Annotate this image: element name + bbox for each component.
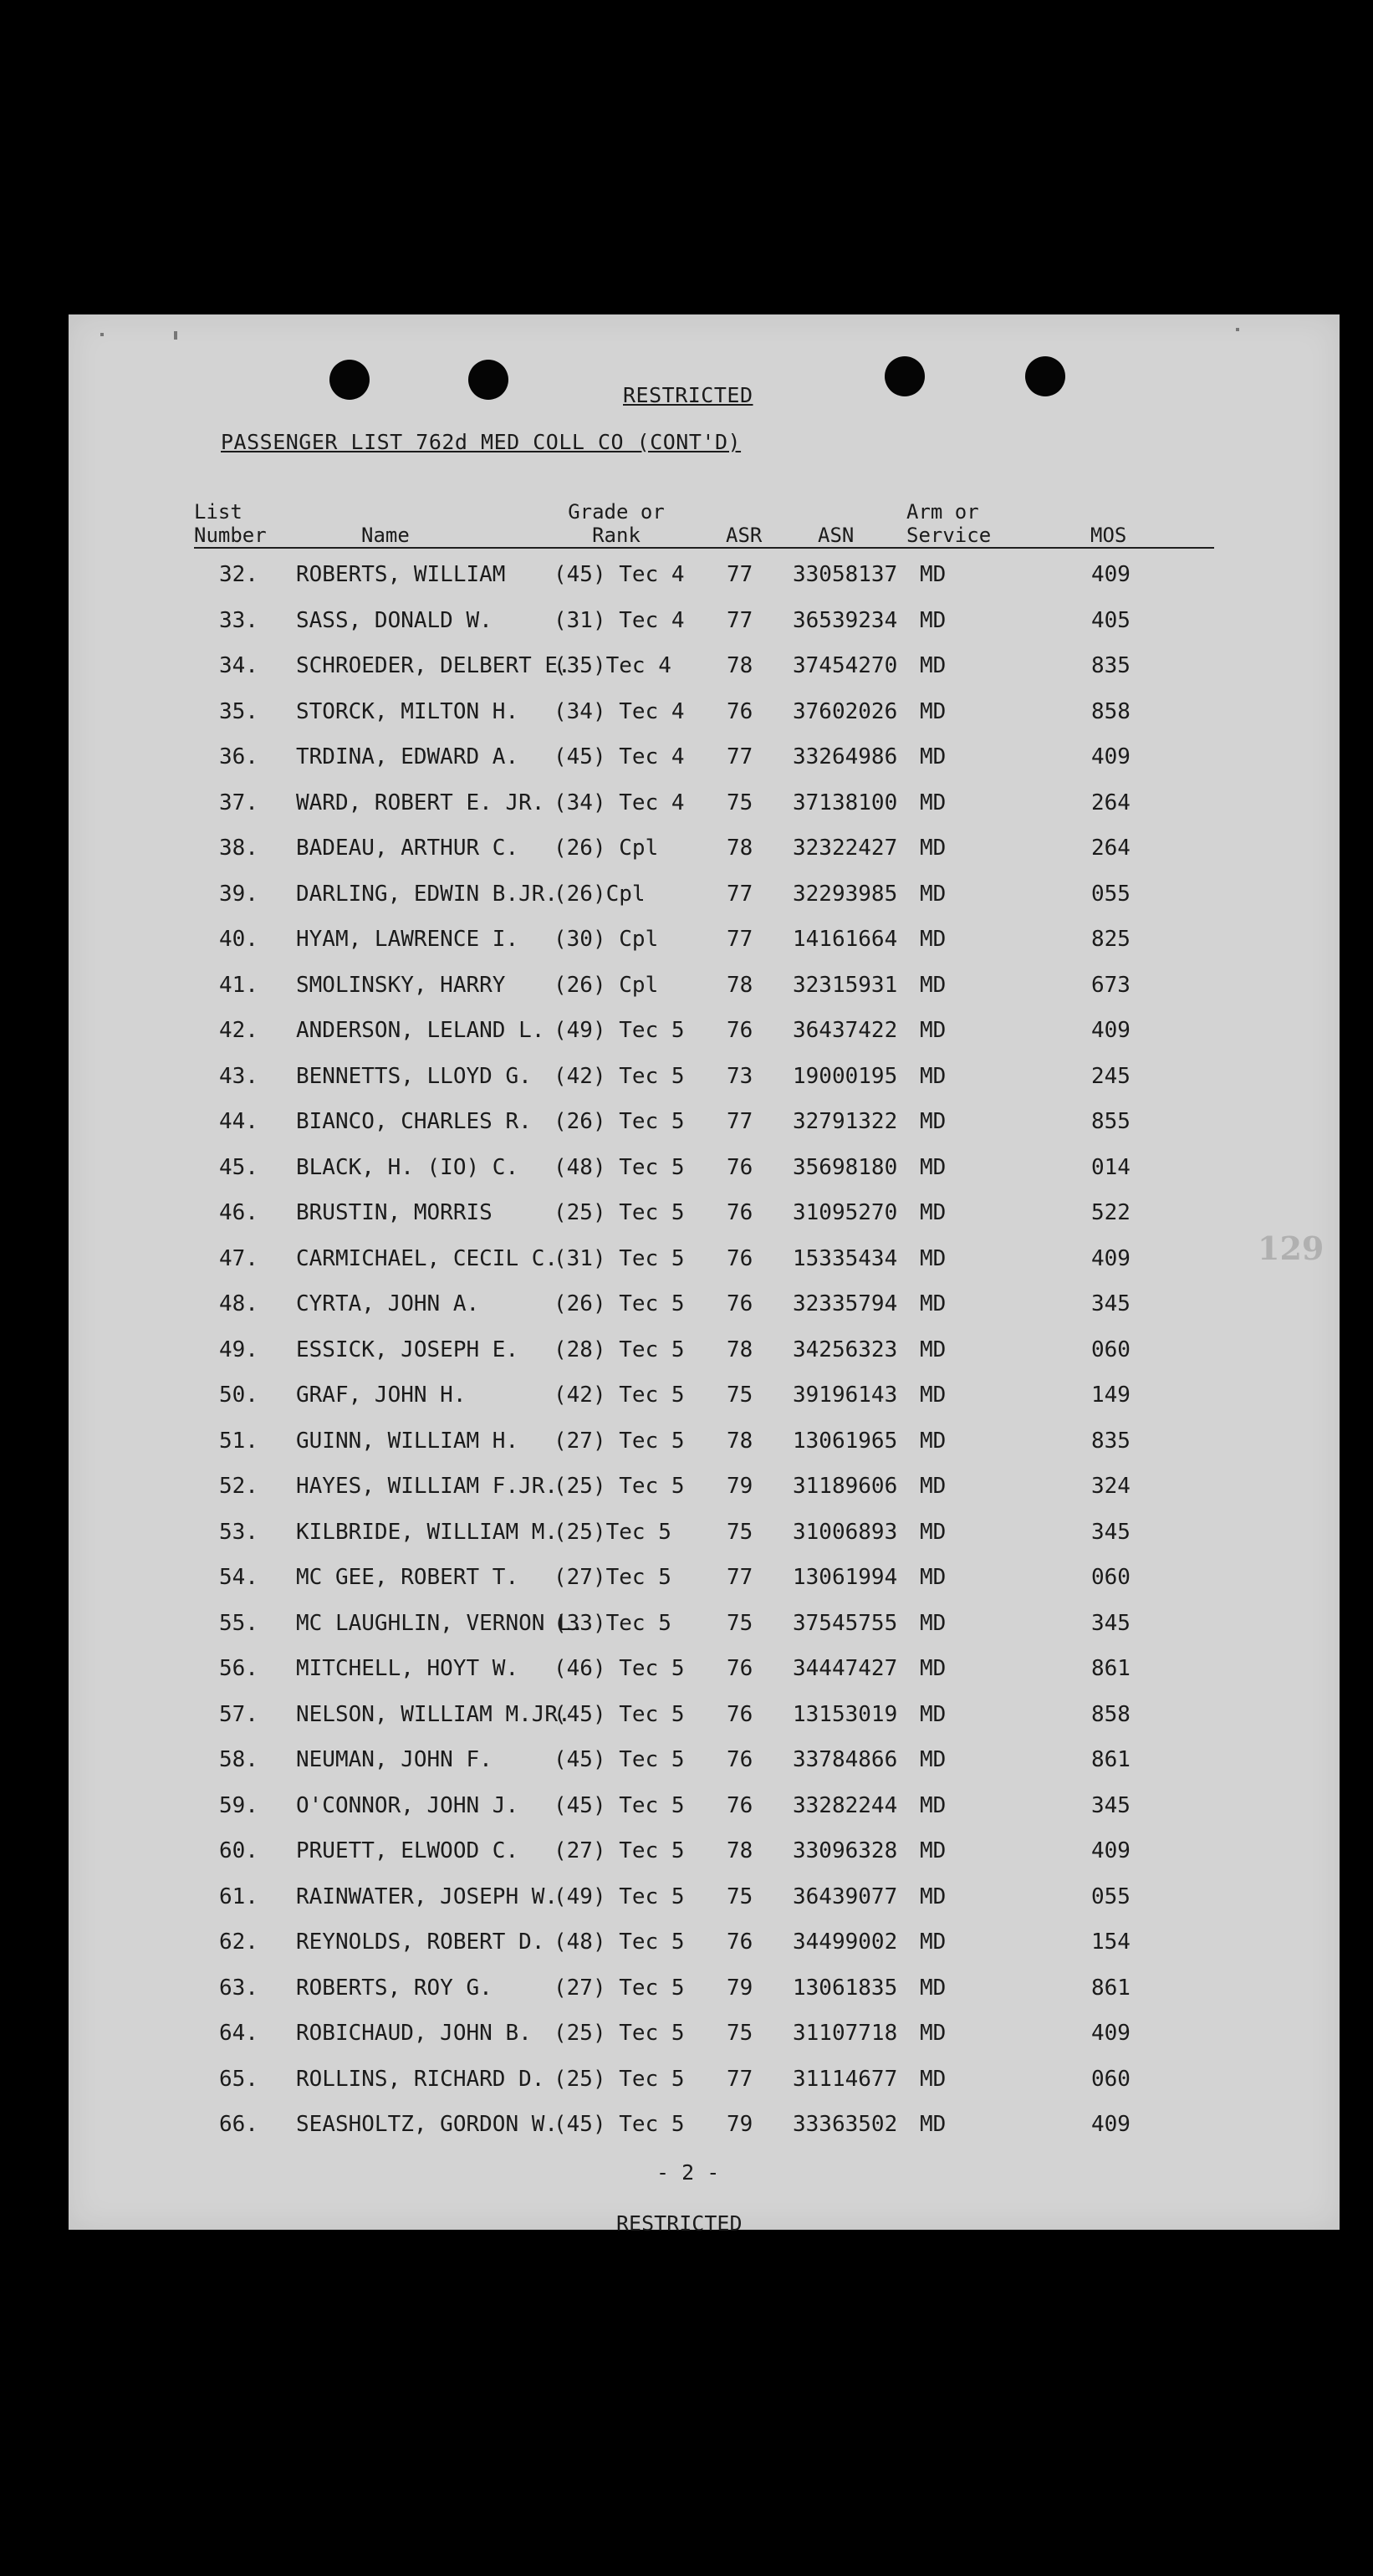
cell-asr: 76 [727, 1929, 753, 1955]
cell-asr: 78 [727, 1337, 753, 1362]
cell-arm: MD [920, 1154, 947, 1180]
cell-grade: (45) Tec 5 [554, 1701, 685, 1727]
cell-asr: 77 [727, 744, 753, 769]
punch-hole [329, 360, 370, 400]
cell-num: 40. [219, 927, 258, 952]
cell-num: 53. [219, 1519, 258, 1545]
cell-grade: (26)Cpl [554, 881, 646, 907]
cell-mos: 673 [1091, 972, 1131, 998]
cell-mos: 861 [1091, 1747, 1131, 1772]
table-row [69, 1064, 1340, 1110]
cell-num: 46. [219, 1200, 258, 1225]
table-row [69, 653, 1340, 699]
cell-asn: 37138100 [793, 790, 898, 815]
cell-asr: 79 [727, 1975, 753, 2001]
cell-asn: 13153019 [793, 1701, 898, 1727]
cell-arm: MD [920, 1063, 947, 1089]
cell-grade: (28) Tec 5 [554, 1337, 685, 1362]
cell-asr: 78 [727, 836, 753, 861]
cell-mos: 345 [1091, 1291, 1131, 1316]
table-row [69, 1429, 1340, 1475]
cell-asn: 31095270 [793, 1200, 898, 1225]
table-row [69, 562, 1340, 608]
cell-grade: (25) Tec 5 [554, 1200, 685, 1225]
punch-hole [468, 360, 508, 400]
cell-name: CARMICHAEL, CECIL C. [296, 1245, 559, 1271]
column-header-list-number: List Number [194, 500, 267, 547]
cell-mos: 409 [1091, 1838, 1131, 1863]
cell-arm: MD [920, 1519, 947, 1545]
cell-asr: 78 [727, 653, 753, 678]
cell-arm: MD [920, 1474, 947, 1499]
cell-grade: (49) Tec 5 [554, 1883, 685, 1909]
cell-num: 41. [219, 972, 258, 998]
cell-asn: 31189606 [793, 1474, 898, 1499]
cell-name: MC LAUGHLIN, VERNON L. [296, 1610, 584, 1636]
cell-arm: MD [920, 1701, 947, 1727]
cell-mos: 861 [1091, 1975, 1131, 2001]
cell-name: ANDERSON, LELAND L. [296, 1018, 545, 1043]
cell-grade: (42) Tec 5 [554, 1063, 685, 1089]
table-row [69, 1929, 1340, 1975]
cell-name: GUINN, WILLIAM H. [296, 1428, 519, 1454]
cell-num: 32. [219, 562, 258, 587]
cell-arm: MD [920, 1565, 947, 1590]
cell-arm: MD [920, 653, 947, 678]
page-title: PASSENGER LIST 762d MED COLL CO (CONT'D) [221, 430, 742, 454]
cell-mos: 835 [1091, 653, 1131, 678]
cell-asr: 76 [727, 1245, 753, 1271]
cell-grade: (27) Tec 5 [554, 1838, 685, 1863]
table-row [69, 927, 1340, 973]
cell-name: NELSON, WILLIAM M.JR. [296, 1701, 571, 1727]
cell-name: BLACK, H. (IO) C. [296, 1154, 519, 1180]
cell-mos: 825 [1091, 927, 1131, 952]
cell-mos: 405 [1091, 607, 1131, 633]
cell-mos: 345 [1091, 1519, 1131, 1545]
cell-name: BENNETTS, LLOYD G. [296, 1063, 532, 1089]
cell-name: TRDINA, EDWARD A. [296, 744, 519, 769]
cell-asn: 36439077 [793, 1883, 898, 1909]
cell-mos: 835 [1091, 1428, 1131, 1454]
cell-name: PRUETT, ELWOOD C. [296, 1838, 519, 1863]
cell-mos: 522 [1091, 1200, 1131, 1225]
cell-asn: 35698180 [793, 1154, 898, 1180]
cell-name: O'CONNOR, JOHN J. [296, 1792, 519, 1818]
table-row [69, 2067, 1340, 2113]
table-row [69, 1155, 1340, 1201]
cell-arm: MD [920, 744, 947, 769]
cell-arm: MD [920, 1018, 947, 1043]
cell-name: BIANCO, CHARLES R. [296, 1109, 532, 1134]
header-rule [194, 547, 1214, 549]
cell-asn: 13061835 [793, 1975, 898, 2001]
cell-asn: 33264986 [793, 744, 898, 769]
cell-asn: 36437422 [793, 1018, 898, 1043]
cell-mos: 324 [1091, 1474, 1131, 1499]
cell-name: MC GEE, ROBERT T. [296, 1565, 519, 1590]
cell-mos: 855 [1091, 1109, 1131, 1134]
cell-asr: 75 [727, 2021, 753, 2046]
cell-arm: MD [920, 1929, 947, 1955]
cell-asr: 77 [727, 1565, 753, 1590]
cell-asn: 33096328 [793, 1838, 898, 1863]
cell-grade: (25)Tec 5 [554, 1519, 671, 1545]
cell-num: 44. [219, 1109, 258, 1134]
cell-asn: 32293985 [793, 881, 898, 907]
cell-grade: (48) Tec 5 [554, 1154, 685, 1180]
cell-asn: 31114677 [793, 2066, 898, 2092]
cell-grade: (27) Tec 5 [554, 1428, 685, 1454]
cell-asr: 77 [727, 607, 753, 633]
cell-asn: 37454270 [793, 653, 898, 678]
cell-num: 56. [219, 1656, 258, 1681]
cell-arm: MD [920, 698, 947, 724]
cell-name: ROBERTS, WILLIAM [296, 562, 506, 587]
cell-asr: 76 [727, 1747, 753, 1772]
cell-name: SEASHOLTZ, GORDON W. [296, 2112, 559, 2137]
table-row [69, 836, 1340, 882]
table-row [69, 699, 1340, 745]
punch-hole [1025, 356, 1065, 396]
cell-grade: (26) Cpl [554, 836, 659, 861]
cell-grade: (30) Cpl [554, 927, 659, 952]
cell-mos: 409 [1091, 1018, 1131, 1043]
column-header-asr: ASR [726, 524, 763, 547]
cell-asn: 32791322 [793, 1109, 898, 1134]
cell-num: 37. [219, 790, 258, 815]
cell-name: SMOLINSKY, HARRY [296, 972, 506, 998]
page-number: - 2 - [656, 2160, 720, 2185]
table-row [69, 1337, 1340, 1383]
cell-mos: 858 [1091, 698, 1131, 724]
cell-asr: 77 [727, 562, 753, 587]
cell-num: 59. [219, 1792, 258, 1818]
cell-arm: MD [920, 1428, 947, 1454]
cell-grade: (42) Tec 5 [554, 1383, 685, 1408]
cell-arm: MD [920, 1792, 947, 1818]
cell-name: SASS, DONALD W. [296, 607, 493, 633]
cell-asr: 76 [727, 1154, 753, 1180]
table-row [69, 1520, 1340, 1566]
cell-arm: MD [920, 1200, 947, 1225]
table-row [69, 744, 1340, 790]
table-row [69, 2021, 1340, 2067]
cell-arm: MD [920, 836, 947, 861]
cell-num: 50. [219, 1383, 258, 1408]
cell-grade: (45) Tec 5 [554, 1747, 685, 1772]
cell-mos: 409 [1091, 1245, 1131, 1271]
cell-name: CYRTA, JOHN A. [296, 1291, 480, 1316]
cell-asr: 77 [727, 1109, 753, 1134]
cell-arm: MD [920, 562, 947, 587]
cell-arm: MD [920, 790, 947, 815]
cell-num: 49. [219, 1337, 258, 1362]
cell-asr: 75 [727, 1383, 753, 1408]
cell-grade: (33)Tec 5 [554, 1610, 671, 1636]
cell-name: GRAF, JOHN H. [296, 1383, 467, 1408]
cell-name: ROBICHAUD, JOHN B. [296, 2021, 532, 2046]
cell-num: 60. [219, 1838, 258, 1863]
cell-asn: 33058137 [793, 562, 898, 587]
cell-num: 65. [219, 2066, 258, 2092]
cell-asn: 36539234 [793, 607, 898, 633]
cell-num: 55. [219, 1610, 258, 1636]
table-row [69, 1565, 1340, 1611]
cell-arm: MD [920, 972, 947, 998]
cell-asr: 78 [727, 1428, 753, 1454]
cell-mos: 345 [1091, 1792, 1131, 1818]
cell-arm: MD [920, 1610, 947, 1636]
cell-asr: 76 [727, 1701, 753, 1727]
margin-page-stamp: 129 [1258, 1229, 1325, 1267]
table-row [69, 2112, 1340, 2158]
cell-name: WARD, ROBERT E. JR. [296, 790, 545, 815]
table-row [69, 1291, 1340, 1337]
cell-asn: 13061965 [793, 1428, 898, 1454]
cell-asn: 32322427 [793, 836, 898, 861]
cell-name: ESSICK, JOSEPH E. [296, 1337, 519, 1362]
cell-asn: 32335794 [793, 1291, 898, 1316]
cell-num: 38. [219, 836, 258, 861]
column-header-arm: Arm or Service [906, 500, 992, 547]
cell-grade: (31) Tec 5 [554, 1245, 685, 1271]
cell-mos: 060 [1091, 1565, 1131, 1590]
cell-asr: 79 [727, 2112, 753, 2137]
cell-asn: 15335434 [793, 1245, 898, 1271]
table-row [69, 1793, 1340, 1839]
cell-asn: 33784866 [793, 1747, 898, 1772]
cell-mos: 264 [1091, 836, 1131, 861]
cell-name: DARLING, EDWIN B.JR. [296, 881, 559, 907]
cell-grade: (26) Tec 5 [554, 1109, 685, 1134]
cell-grade: (31) Tec 4 [554, 607, 685, 633]
cell-grade: (27) Tec 5 [554, 1975, 685, 2001]
cell-asn: 13061994 [793, 1565, 898, 1590]
table-row [69, 882, 1340, 928]
cell-arm: MD [920, 1975, 947, 2001]
cell-asn: 37602026 [793, 698, 898, 724]
cell-asn: 14161664 [793, 927, 898, 952]
cell-arm: MD [920, 2112, 947, 2137]
cell-grade: (26) Cpl [554, 972, 659, 998]
cell-grade: (45) Tec 4 [554, 744, 685, 769]
cell-mos: 014 [1091, 1154, 1131, 1180]
cell-arm: MD [920, 1337, 947, 1362]
cell-asn: 34447427 [793, 1656, 898, 1681]
cell-name: STORCK, MILTON H. [296, 698, 519, 724]
cell-asn: 32315931 [793, 972, 898, 998]
cell-arm: MD [920, 1245, 947, 1271]
cell-asr: 76 [727, 1291, 753, 1316]
cell-mos: 055 [1091, 1883, 1131, 1909]
cell-asr: 77 [727, 927, 753, 952]
cell-arm: MD [920, 1291, 947, 1316]
table-row [69, 1975, 1340, 2021]
cell-arm: MD [920, 1883, 947, 1909]
cell-name: HYAM, LAWRENCE I. [296, 927, 519, 952]
cell-asr: 75 [727, 1519, 753, 1545]
cell-grade: (25) Tec 5 [554, 2066, 685, 2092]
cell-name: ROBERTS, ROY G. [296, 1975, 493, 2001]
cell-mos: 409 [1091, 744, 1131, 769]
cell-arm: MD [920, 1109, 947, 1134]
cell-grade: (45) Tec 4 [554, 562, 685, 587]
cell-mos: 149 [1091, 1383, 1131, 1408]
cell-name: RAINWATER, JOSEPH W. [296, 1883, 559, 1909]
cell-asn: 31107718 [793, 2021, 898, 2046]
cell-num: 34. [219, 653, 258, 678]
cell-grade: (45) Tec 5 [554, 1792, 685, 1818]
cell-grade: (25) Tec 5 [554, 1474, 685, 1499]
cell-grade: (34) Tec 4 [554, 698, 685, 724]
cell-grade: (46) Tec 5 [554, 1656, 685, 1681]
cell-num: 66. [219, 2112, 258, 2137]
cell-num: 35. [219, 698, 258, 724]
cell-arm: MD [920, 607, 947, 633]
cell-name: MITCHELL, HOYT W. [296, 1656, 519, 1681]
cell-asn: 34499002 [793, 1929, 898, 1955]
cell-arm: MD [920, 881, 947, 907]
table-row [69, 1200, 1340, 1246]
cell-mos: 345 [1091, 1610, 1131, 1636]
cell-asn: 33363502 [793, 2112, 898, 2137]
cell-mos: 409 [1091, 2112, 1131, 2137]
table-row [69, 1246, 1340, 1292]
cell-mos: 060 [1091, 1337, 1131, 1362]
cell-mos: 245 [1091, 1063, 1131, 1089]
cell-num: 62. [219, 1929, 258, 1955]
cell-arm: MD [920, 1838, 947, 1863]
table-row [69, 1383, 1340, 1429]
column-header-grade: Grade or Rank [568, 500, 665, 547]
cell-arm: MD [920, 1383, 947, 1408]
cell-num: 54. [219, 1565, 258, 1590]
cell-num: 39. [219, 881, 258, 907]
table-row [69, 1656, 1340, 1702]
cell-num: 57. [219, 1701, 258, 1727]
cell-grade: (48) Tec 5 [554, 1929, 685, 1955]
cell-asn: 33282244 [793, 1792, 898, 1818]
table-row [69, 1702, 1340, 1748]
cell-grade: (27)Tec 5 [554, 1565, 671, 1590]
cell-grade: (25) Tec 5 [554, 2021, 685, 2046]
cell-num: 42. [219, 1018, 258, 1043]
cell-asr: 76 [727, 1792, 753, 1818]
table-row [69, 1747, 1340, 1793]
cell-asn: 19000195 [793, 1063, 898, 1089]
cell-asr: 76 [727, 1018, 753, 1043]
cell-asn: 37545755 [793, 1610, 898, 1636]
cell-asn: 39196143 [793, 1383, 898, 1408]
cell-name: KILBRIDE, WILLIAM M. [296, 1519, 559, 1545]
classification-header: RESTRICTED [623, 383, 753, 407]
cell-grade: (45) Tec 5 [554, 2112, 685, 2137]
cell-num: 48. [219, 1291, 258, 1316]
cell-asr: 79 [727, 1474, 753, 1499]
table-row [69, 1838, 1340, 1884]
cell-asr: 76 [727, 698, 753, 724]
table-row [69, 608, 1340, 654]
cell-arm: MD [920, 2021, 947, 2046]
table-row [69, 1474, 1340, 1520]
cell-mos: 154 [1091, 1929, 1131, 1955]
cell-asr: 76 [727, 1200, 753, 1225]
cell-asr: 77 [727, 881, 753, 907]
cell-mos: 264 [1091, 790, 1131, 815]
classification-footer: RESTRICTED [616, 2211, 743, 2236]
cell-asr: 76 [727, 1656, 753, 1681]
cell-name: SCHROEDER, DELBERT E. [296, 653, 571, 678]
cell-arm: MD [920, 2066, 947, 2092]
cell-num: 63. [219, 1975, 258, 2001]
cell-asn: 31006893 [793, 1519, 898, 1545]
cell-num: 58. [219, 1747, 258, 1772]
cell-num: 64. [219, 2021, 258, 2046]
cell-grade: (35)Tec 4 [554, 653, 671, 678]
table-row [69, 973, 1340, 1019]
cell-asr: 77 [727, 2066, 753, 2092]
cell-arm: MD [920, 1656, 947, 1681]
cell-num: 47. [219, 1245, 258, 1271]
cell-num: 52. [219, 1474, 258, 1499]
cell-grade: (49) Tec 5 [554, 1018, 685, 1043]
cell-name: HAYES, WILLIAM F.JR. [296, 1474, 559, 1499]
cell-arm: MD [920, 927, 947, 952]
cell-asr: 78 [727, 972, 753, 998]
cell-grade: (34) Tec 4 [554, 790, 685, 815]
cell-name: NEUMAN, JOHN F. [296, 1747, 493, 1772]
cell-grade: (26) Tec 5 [554, 1291, 685, 1316]
cell-name: BADEAU, ARTHUR C. [296, 836, 519, 861]
column-header-asn: ASN [818, 524, 855, 547]
cell-arm: MD [920, 1747, 947, 1772]
cell-name: ROLLINS, RICHARD D. [296, 2066, 545, 2092]
cell-name: BRUSTIN, MORRIS [296, 1200, 493, 1225]
cell-name: REYNOLDS, ROBERT D. [296, 1929, 545, 1955]
cell-num: 51. [219, 1428, 258, 1454]
cell-asr: 75 [727, 1883, 753, 1909]
cell-mos: 409 [1091, 2021, 1131, 2046]
punch-hole [885, 356, 925, 396]
document-page [69, 314, 1340, 2236]
column-header-name: Name [361, 524, 410, 547]
cell-mos: 409 [1091, 562, 1131, 587]
table-row [69, 1018, 1340, 1064]
cell-mos: 861 [1091, 1656, 1131, 1681]
column-header-mos: MOS [1090, 524, 1127, 547]
cell-num: 43. [219, 1063, 258, 1089]
cell-num: 33. [219, 607, 258, 633]
cell-num: 45. [219, 1154, 258, 1180]
cell-asr: 75 [727, 790, 753, 815]
table-row [69, 1109, 1340, 1155]
cell-asr: 78 [727, 1838, 753, 1863]
table-row [69, 1884, 1340, 1930]
cell-asn: 34256323 [793, 1337, 898, 1362]
table-row [69, 790, 1340, 836]
cell-mos: 858 [1091, 1701, 1131, 1727]
cell-mos: 060 [1091, 2066, 1131, 2092]
cell-asr: 73 [727, 1063, 753, 1089]
cell-num: 36. [219, 744, 258, 769]
cell-mos: 055 [1091, 881, 1131, 907]
table-row [69, 1611, 1340, 1657]
cell-num: 61. [219, 1883, 258, 1909]
cell-asr: 75 [727, 1610, 753, 1636]
